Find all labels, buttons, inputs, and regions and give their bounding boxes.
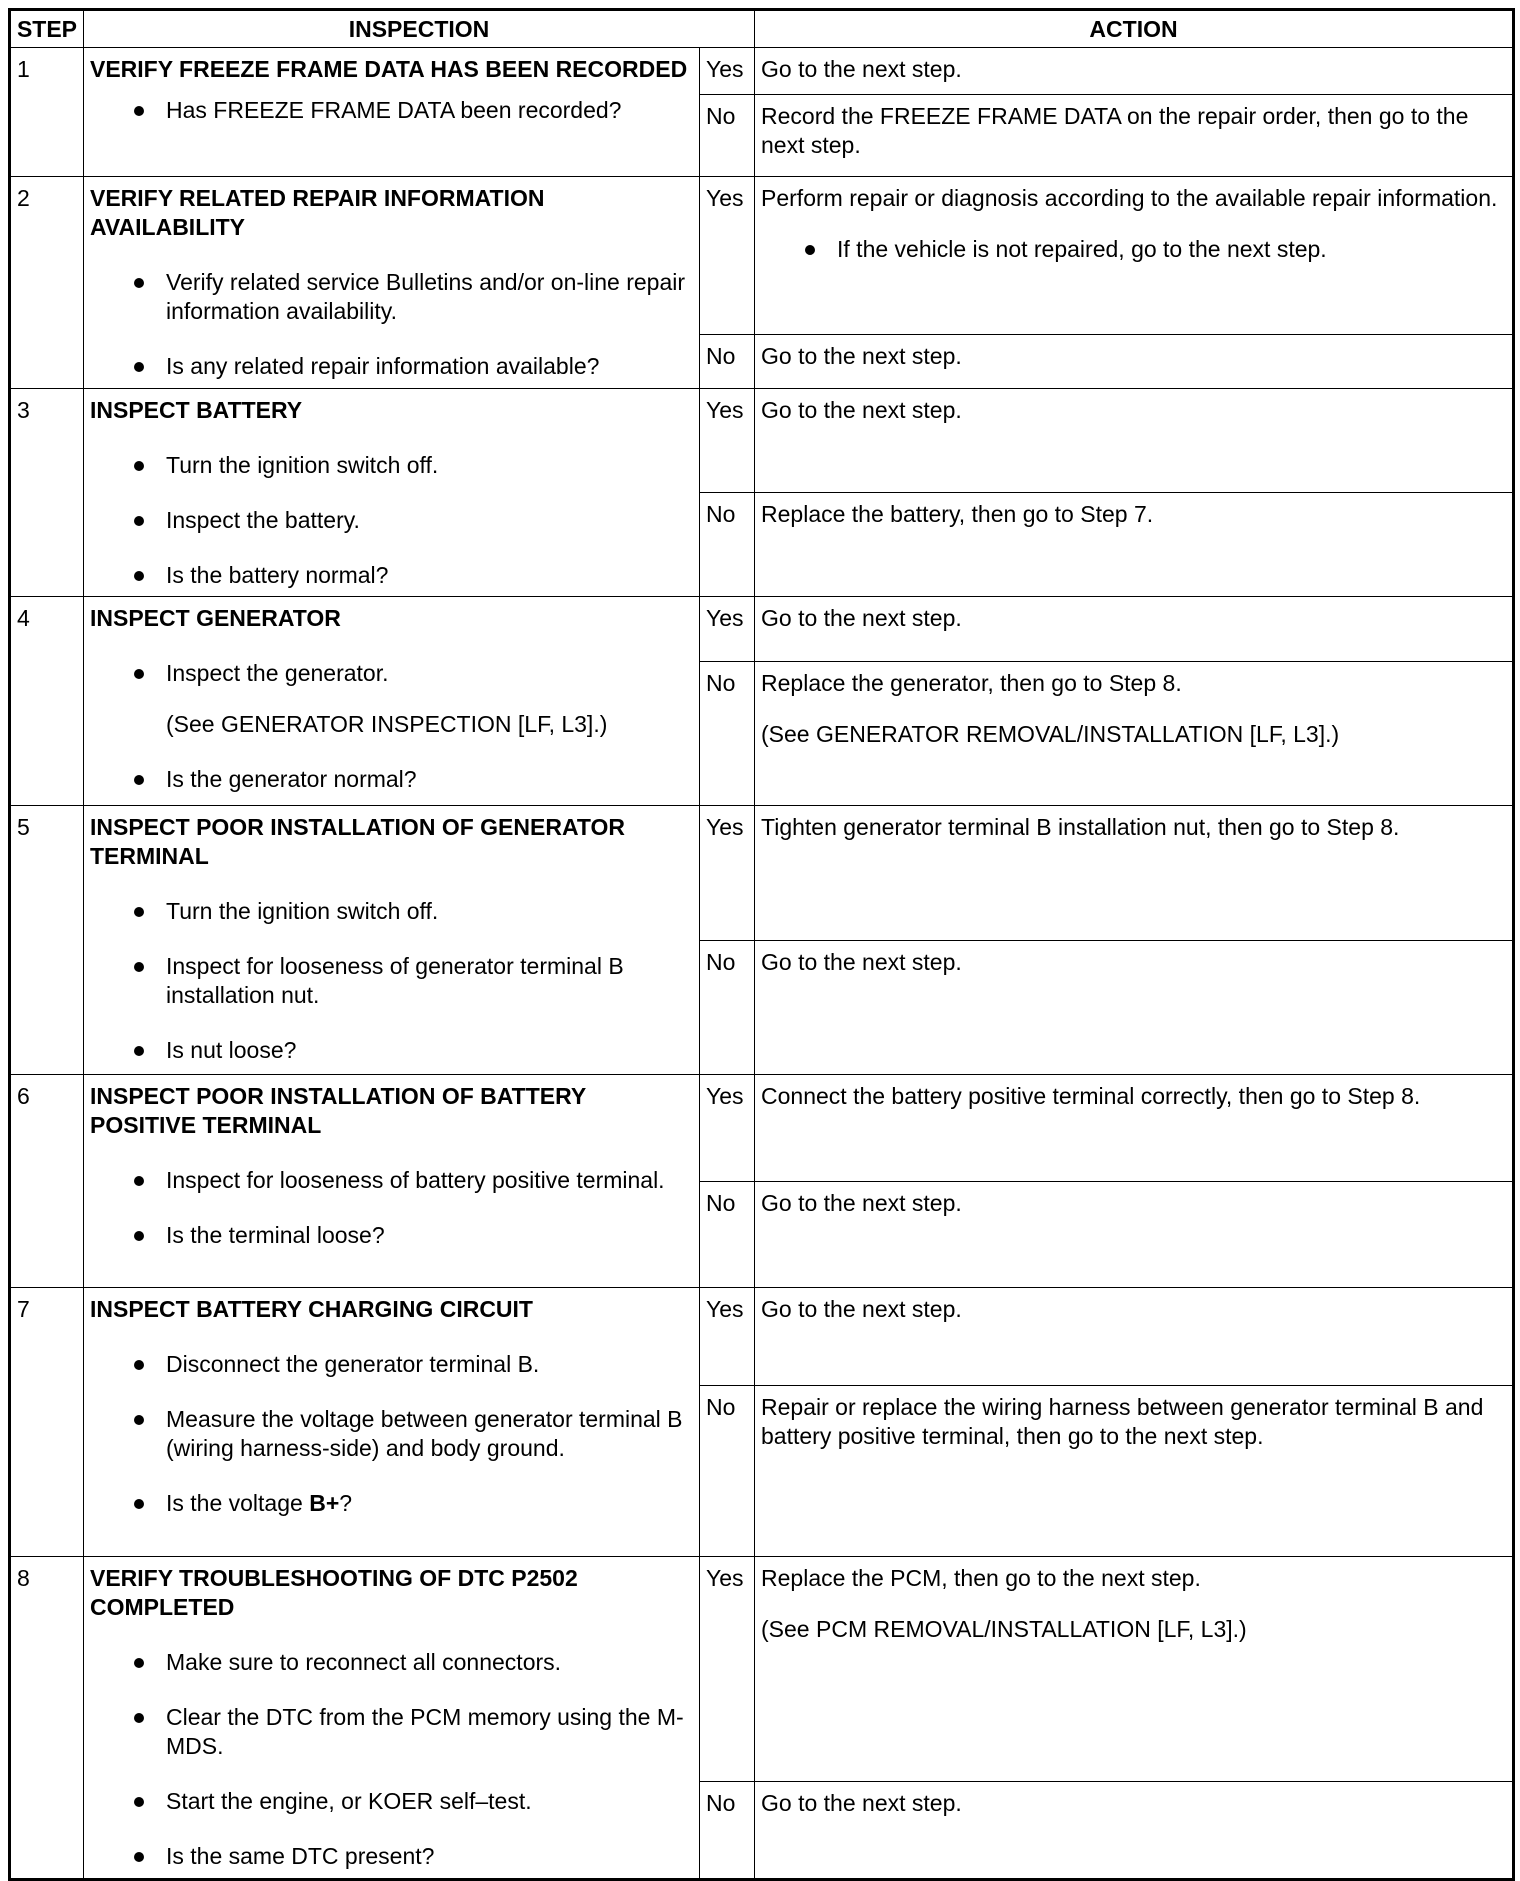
step-8-bullets [90, 1648, 693, 1871]
step-2-bullet-2: Is any related repair information available? [90, 352, 693, 381]
step-5-yes-action: Tighten generator terminal B installation nut, then go to Step 8. [755, 806, 1514, 941]
step-4-no-label: No [700, 662, 755, 806]
step-1-no-label: No [700, 95, 755, 177]
step-4-bullets [90, 659, 693, 688]
step-8-yes-action-cell [755, 1557, 1514, 1782]
step-6-no-label: No [700, 1182, 755, 1288]
step-4-number: 4 [10, 597, 84, 806]
step-1-inspection [84, 48, 700, 177]
step-5-title: INSPECT POOR INSTALLATION OF GENERATOR TERMINAL [90, 814, 625, 869]
step-7-bullet-3 [90, 1489, 693, 1518]
step-2-row-yes [10, 177, 1514, 335]
step-4-note: (See GENERATOR INSPECTION [LF, L3].) [166, 711, 608, 737]
step-2-number: 2 [10, 177, 84, 389]
step-8-no-label: No [700, 1782, 755, 1880]
step-4-title: INSPECT GENERATOR [90, 605, 341, 631]
step-2-no-action: Go to the next step. [755, 335, 1514, 389]
header-step: STEP [10, 10, 84, 48]
step-7-no-action: Repair or replace the wiring harness between generator terminal B and battery positive terminal, then go to the next step. [755, 1386, 1514, 1557]
step-7-bullet-3-pre: Is the voltage [166, 1490, 310, 1516]
step-1-title: VERIFY FREEZE FRAME DATA HAS BEEN RECORDED [90, 56, 688, 82]
step-6-number: 6 [10, 1075, 84, 1288]
step-7-bullet-3-bold: B+ [309, 1490, 340, 1516]
step-3-title: INSPECT BATTERY [90, 397, 303, 423]
step-1-bullet-1: Has FREEZE FRAME DATA been recorded? [90, 96, 693, 125]
step-7-title: INSPECT BATTERY CHARGING CIRCUIT [90, 1296, 533, 1322]
step-2-yes-action: Perform repair or diagnosis according to the available repair information. [761, 185, 1498, 211]
header-inspection: INSPECTION [84, 10, 755, 48]
step-5-bullets [90, 897, 693, 1065]
step-4-bullet-1: Inspect the generator. [90, 659, 693, 688]
step-8-title: VERIFY TROUBLESHOOTING OF DTC P2502 COMPLETED [90, 1565, 578, 1620]
step-5-yes-label: Yes [700, 806, 755, 941]
step-4-no-action-sub: (See GENERATOR REMOVAL/INSTALLATION [LF, L3].) [761, 721, 1340, 747]
step-1-yes-action: Go to the next step. [755, 48, 1514, 95]
step-4-inspection [84, 597, 700, 806]
step-4-bullets-b [90, 765, 693, 794]
step-7-number: 7 [10, 1288, 84, 1557]
step-3-row-yes [10, 389, 1514, 493]
step-3-bullet-1: Turn the ignition switch off. [90, 451, 693, 480]
step-5-no-action: Go to the next step. [755, 941, 1514, 1075]
step-8-inspection [84, 1557, 700, 1880]
step-4-no-action-cell [755, 662, 1514, 806]
step-5-inspection [84, 806, 700, 1075]
step-6-yes-label: Yes [700, 1075, 755, 1182]
step-5-bullet-3: Is nut loose? [90, 1036, 693, 1065]
step-4-yes-label: Yes [700, 597, 755, 662]
step-6-bullets [90, 1166, 693, 1250]
step-6-yes-action: Connect the battery positive terminal correctly, then go to Step 8. [755, 1075, 1514, 1182]
step-1-number: 1 [10, 48, 84, 177]
step-2-yes-action-cell [755, 177, 1514, 335]
step-7-bullets [90, 1350, 693, 1518]
step-4-row-yes [10, 597, 1514, 662]
step-2-title: VERIFY RELATED REPAIR INFORMATION AVAILABILITY [90, 185, 545, 240]
step-2-yes-label: Yes [700, 177, 755, 335]
step-8-bullet-2: Clear the DTC from the PCM memory using the M-MDS. [90, 1703, 693, 1761]
step-3-inspection [84, 389, 700, 597]
step-7-bullet-2: Measure the voltage between generator terminal B (wiring harness-side) and body ground. [90, 1405, 693, 1463]
step-7-row-yes [10, 1288, 1514, 1386]
step-7-bullet-3-post: ? [339, 1490, 353, 1516]
step-6-row-yes [10, 1075, 1514, 1182]
step-3-bullets [90, 451, 693, 590]
step-7-no-label: No [700, 1386, 755, 1557]
step-3-no-action: Replace the battery, then go to Step 7. [755, 493, 1514, 597]
step-1-yes-label: Yes [700, 48, 755, 95]
step-8-yes-action: Replace the PCM, then go to the next step. [761, 1565, 1201, 1591]
step-7-yes-action: Go to the next step. [755, 1288, 1514, 1386]
step-6-no-action: Go to the next step. [755, 1182, 1514, 1288]
step-4-yes-action: Go to the next step. [755, 597, 1514, 662]
header-action: ACTION [755, 10, 1514, 48]
step-2-bullets [90, 268, 693, 381]
step-5-number: 5 [10, 806, 84, 1075]
step-7-yes-label: Yes [700, 1288, 755, 1386]
step-7-bullet-1: Disconnect the generator terminal B. [90, 1350, 693, 1379]
header-row [10, 10, 1514, 48]
step-2-no-label: No [700, 335, 755, 389]
step-5-row-yes [10, 806, 1514, 941]
step-8-row-yes [10, 1557, 1514, 1782]
step-2-bullet-1: Verify related service Bulletins and/or on-line repair information availability. [90, 268, 693, 326]
step-5-bullet-1: Turn the ignition switch off. [90, 897, 693, 926]
step-3-bullet-3: Is the battery normal? [90, 561, 693, 590]
step-8-number: 8 [10, 1557, 84, 1880]
step-7-inspection [84, 1288, 700, 1557]
step-6-bullet-1: Inspect for looseness of battery positive terminal. [90, 1166, 693, 1195]
step-8-bullet-1: Make sure to reconnect all connectors. [90, 1648, 693, 1677]
step-8-bullet-3: Start the engine, or KOER self–test. [90, 1787, 693, 1816]
step-6-title: INSPECT POOR INSTALLATION OF BATTERY POSITIVE TERMINAL [90, 1083, 586, 1138]
step-2-yes-action-bullet: If the vehicle is not repaired, go to the next step. [761, 235, 1506, 264]
step-2-inspection [84, 177, 700, 389]
step-1-no-action: Record the FREEZE FRAME DATA on the repair order, then go to the next step. [755, 95, 1514, 177]
step-3-bullet-2: Inspect the battery. [90, 506, 693, 535]
step-3-number: 3 [10, 389, 84, 597]
step-3-yes-label: Yes [700, 389, 755, 493]
step-8-bullet-4: Is the same DTC present? [90, 1842, 693, 1871]
step-5-no-label: No [700, 941, 755, 1075]
step-5-bullet-2: Inspect for looseness of generator terminal B installation nut. [90, 952, 693, 1010]
step-4-no-action: Replace the generator, then go to Step 8. [761, 670, 1182, 696]
step-6-inspection [84, 1075, 700, 1288]
step-1-bullets [90, 96, 693, 125]
step-8-no-action: Go to the next step. [755, 1782, 1514, 1880]
step-6-bullet-2: Is the terminal loose? [90, 1221, 693, 1250]
step-8-yes-action-sub: (See PCM REMOVAL/INSTALLATION [LF, L3].) [761, 1616, 1247, 1642]
diagnostic-table [8, 8, 1515, 1881]
step-3-yes-action: Go to the next step. [755, 389, 1514, 493]
step-1-row-yes [10, 48, 1514, 95]
step-3-no-label: No [700, 493, 755, 597]
step-8-yes-label: Yes [700, 1557, 755, 1782]
step-4-bullet-2: Is the generator normal? [90, 765, 693, 794]
